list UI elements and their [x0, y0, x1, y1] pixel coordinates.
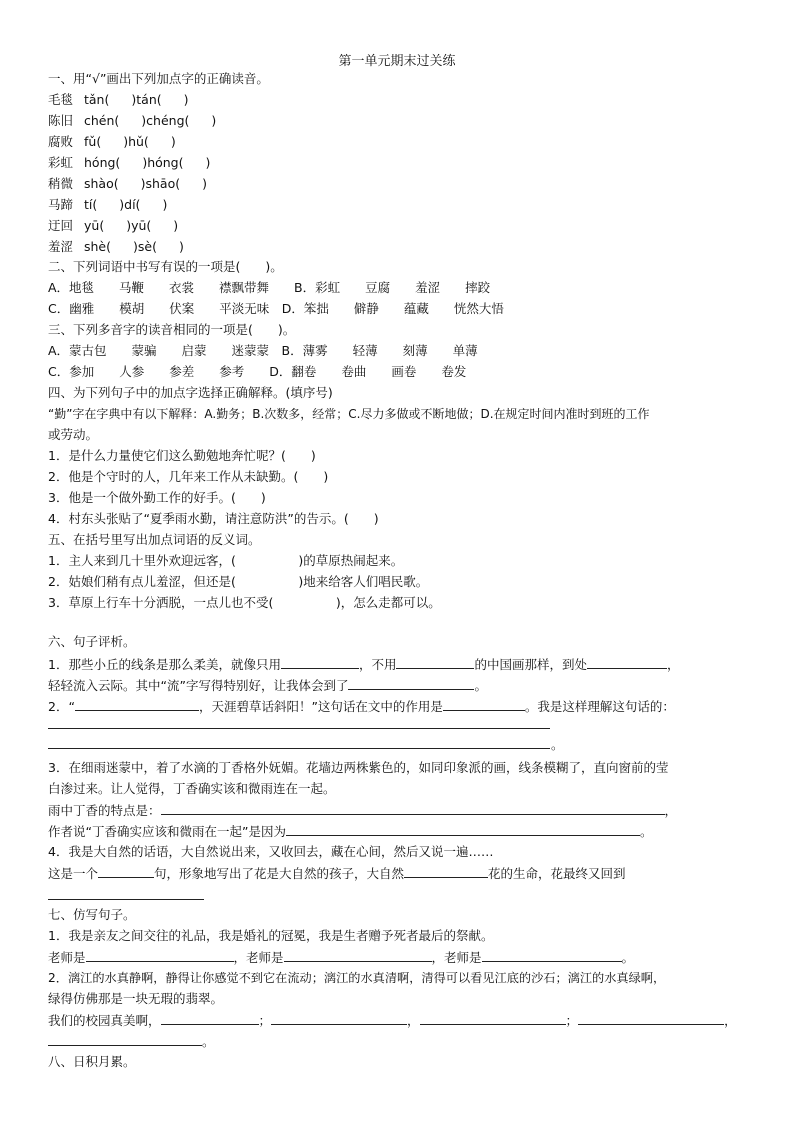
section-2-heading: 二、下列词语中书写有误的一项是( )。	[48, 259, 283, 274]
pinyin-item	[48, 238, 184, 256]
q4-text-c: 句，形象地写出了花是大自然的孩子，大自然	[154, 866, 405, 881]
pinyin-item	[48, 112, 216, 130]
pinyin-option-a: shè(	[84, 239, 112, 254]
q2-end: 。	[202, 1034, 215, 1049]
q4-text-d: 花的生命，花最终又回到	[488, 866, 626, 881]
section-3-heading: 三、下列多音字的读音相同的一项是( )。	[48, 322, 296, 337]
section-5-q1: 1．主人来到几十里外欢迎远客，( )的草原热闹起来。	[48, 553, 404, 568]
answer-blank[interactable]	[161, 1011, 259, 1025]
section-4-intro-cont: 或劳动。	[48, 427, 99, 442]
section-6-q4-line2	[48, 864, 626, 883]
section-6-q1-line1	[48, 655, 680, 674]
q1-text-c: 的中国画那样，到处	[474, 657, 587, 672]
pinyin-option-b: )yū(	[126, 218, 152, 233]
q3-text-d: 作者说“丁香确实应该和微雨在一起”是因为	[48, 824, 286, 839]
pinyin-option-b: )sè(	[133, 239, 157, 254]
q1-text-d: ，	[667, 657, 680, 672]
pinyin-option-b: )hǔ(	[123, 134, 149, 149]
pinyin-item	[48, 133, 176, 151]
pinyin-close: )	[162, 197, 168, 212]
section-2-option-ab: A．地毯 马鞭 衣裳 襟飘带舞 B．彩虹 豆腐 羞涩 摔跤	[48, 280, 491, 295]
q2-text-b: ，天涯碧草话斜阳！”这句话在文中的作用是	[198, 699, 443, 714]
pinyin-word: 马蹄	[48, 197, 74, 212]
pinyin-option-a: chén(	[84, 113, 120, 128]
section-6-q3-line4	[48, 822, 652, 841]
section-7-q2-fill-cont	[48, 1032, 215, 1051]
q3-text-c-end: ，	[664, 803, 678, 818]
pinyin-close: )	[183, 92, 189, 107]
q2-fill-s1: ；	[258, 1013, 272, 1028]
pinyin-option-a: shào(	[84, 176, 119, 191]
pinyin-close: )	[170, 134, 176, 149]
answer-blank[interactable]	[98, 864, 154, 878]
pinyin-close: )	[205, 155, 211, 170]
answer-blank[interactable]	[75, 697, 199, 711]
section-4-intro: “勤”字在字典中有以下解释：A.勤务；B.次数多，经常；C.尽力多做或不断地做；D.在规定时间内准时到班的工作	[48, 407, 650, 421]
pinyin-option-a: tǎn(	[84, 92, 110, 107]
answer-blank[interactable]	[284, 948, 432, 962]
answer-blank[interactable]	[48, 1032, 202, 1046]
pinyin-option-b: )shāo(	[140, 176, 181, 191]
q1-fill-sep1: ，老师是	[233, 950, 284, 965]
section-5-heading: 五、在括号里写出加点词语的反义词。	[48, 532, 261, 547]
pinyin-word: 迂回	[48, 218, 74, 233]
pinyin-item	[48, 217, 178, 235]
section-7-q2-fill	[48, 1011, 737, 1030]
q1-text-b: ，不用	[358, 657, 397, 672]
pinyin-option-b: )tán(	[131, 92, 162, 107]
pinyin-item	[48, 175, 207, 193]
section-7-q1-fill	[48, 948, 634, 967]
answer-blank[interactable]	[578, 1011, 724, 1025]
section-6-q3-line2: 白渗过来。让人觉得，丁香确实该和微雨连在一起。	[48, 781, 336, 796]
section-4-heading: 四、为下列句子中的加点字选择正确解释。(填序号)	[48, 385, 333, 400]
answer-blank[interactable]	[404, 864, 488, 878]
pinyin-option-a: yū(	[84, 218, 105, 233]
pinyin-word: 彩虹	[48, 155, 74, 170]
pinyin-option-a: tí(	[84, 197, 98, 212]
section-4-q1: 1．是什么力量使它们这么勤勉地奔忙呢？( )	[48, 448, 316, 463]
answer-blank[interactable]	[271, 1011, 407, 1025]
pinyin-close: )	[173, 218, 179, 233]
q1-fill-sep2: ，老师是	[431, 950, 482, 965]
q2-text-c: 。我是这样理解这句话的：	[524, 699, 675, 714]
answer-line[interactable]	[48, 899, 204, 900]
section-8-heading: 八、日积月累。	[48, 1054, 136, 1069]
answer-blank[interactable]	[161, 801, 665, 815]
q3-text-c: 雨中丁香的特点是：	[48, 803, 161, 818]
section-4-q2: 2．他是个守时的人，几年来工作从未缺勤。( )	[48, 469, 329, 484]
q2-fill-s2: ，	[407, 1013, 420, 1028]
q1-fill-label: 老师是	[48, 950, 86, 965]
q2-fill-label: 我们的校园真美啊，	[48, 1013, 161, 1028]
section-6-q3-line3	[48, 801, 677, 820]
pinyin-option-b: )hóng(	[142, 155, 184, 170]
answer-blank[interactable]	[420, 1011, 566, 1025]
pinyin-option-a: fǔ(	[84, 134, 102, 149]
q2-fill-s3: ；	[565, 1013, 579, 1028]
answer-blank[interactable]	[443, 697, 525, 711]
answer-blank[interactable]	[396, 655, 474, 669]
section-2-option-cd: C．幽雅 模胡 伏案 平淡无味 D．笨拙 僻静 蕴藏 恍然大悟	[48, 301, 504, 316]
pinyin-word: 腐败	[48, 134, 74, 149]
section-3-option-cd: C．参加 人参 参差 参考 D．翻卷 卷曲 画卷 卷发	[48, 364, 467, 379]
pinyin-close: )	[211, 113, 217, 128]
section-1-heading: 一、用“√”画出下列加点字的正确读音。	[48, 71, 269, 86]
q1-text-f: 。	[474, 678, 487, 693]
pinyin-option-b: )dí(	[119, 197, 141, 212]
q1-text-e: 轻轻流入云际。其中“流”字写得特别好，让我体会到了	[48, 678, 349, 693]
section-7-q2-line1: 2．漓江的水真静啊，静得让你感觉不到它在流动；漓江的水真清啊，清得可以看见江底的沙石；漓江的水真绿啊，	[48, 971, 666, 985]
section-7-heading: 七、仿写句子。	[48, 907, 136, 922]
pinyin-close: )	[178, 239, 184, 254]
q2-text-a: 2．“	[48, 699, 75, 714]
pinyin-item	[48, 154, 210, 172]
answer-blank[interactable]	[482, 948, 622, 962]
pinyin-close: )	[202, 176, 208, 191]
page-title: 第一单元期末过关练	[338, 54, 456, 69]
q2-fill-s4: ，	[724, 1013, 737, 1028]
section-6-q1-line2	[48, 676, 487, 695]
pinyin-option-b: )chéng(	[141, 113, 190, 128]
section-6-q2-line1	[48, 697, 675, 716]
section-6-heading: 六、句子评析。	[48, 634, 136, 649]
answer-blank[interactable]	[587, 655, 667, 669]
answer-blank[interactable]	[86, 948, 234, 962]
section-7-q1: 1．我是亲友之间交往的礼品，我是婚礼的冠冕，我是生者赠予死者最后的祭献。	[48, 928, 494, 943]
pinyin-word: 陈旧	[48, 113, 74, 128]
section-7-q2-line2: 绿得仿佛那是一块无瑕的翡翠。	[48, 991, 224, 1006]
pinyin-item	[48, 91, 189, 109]
pinyin-item	[48, 196, 167, 214]
answer-blank[interactable]	[286, 822, 640, 836]
q2-end: 。	[551, 737, 564, 752]
answer-line[interactable]	[48, 748, 550, 749]
answer-blank[interactable]	[281, 655, 359, 669]
q4-text-b: 这是一个	[48, 866, 99, 881]
section-5-q3: 3．草原上行车十分洒脱，一点儿也不受( )，怎么走都可以。	[48, 595, 441, 610]
section-6-q3-line1: 3．在细雨迷蒙中，着了水滴的丁香格外妩媚。花墙边两株紫色的，如同印象派的画，线条模糊了，直向窗前的莹	[48, 760, 669, 775]
section-3-option-ab: A．蒙古包 蒙骗 启蒙 迷蒙蒙 B．薄雾 轻薄 刻薄 单薄	[48, 343, 478, 358]
q1-fill-end: 。	[621, 950, 635, 965]
answer-blank[interactable]	[348, 676, 474, 690]
pinyin-word: 毛毯	[48, 92, 74, 107]
section-6-q4-line1: 4．我是大自然的话语，大自然说出来，又收回去，藏在心间，然后又说一遍……	[48, 844, 494, 859]
pinyin-word: 羞涩	[48, 239, 74, 254]
pinyin-option-a: hóng(	[84, 155, 121, 170]
section-4-q3: 3．他是一个做外勤工作的好手。( )	[48, 490, 266, 505]
q3-text-d-end: 。	[639, 824, 653, 839]
section-4-q4: 4．村东头张贴了“夏季雨水勤，请注意防洪”的告示。( )	[48, 511, 379, 526]
q1-text-a: 1．那些小丘的线条是那么柔美，就像只用	[48, 657, 281, 672]
section-5-q2: 2．姑娘们稍有点儿羞涩，但还是( )地来给客人们唱民歌。	[48, 574, 429, 589]
pinyin-word: 稍微	[48, 176, 74, 191]
answer-line[interactable]	[48, 728, 550, 729]
